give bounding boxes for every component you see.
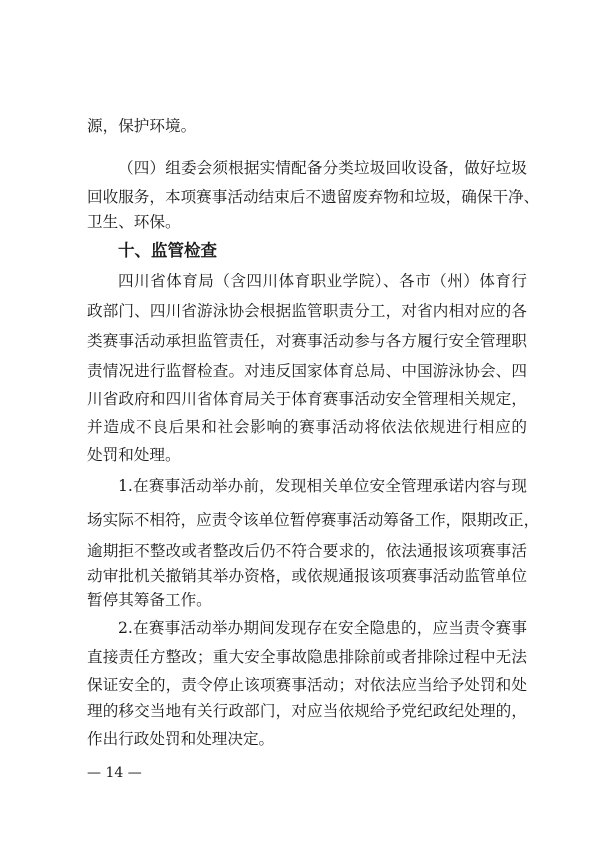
page-number: — 14 — (87, 765, 142, 781)
paragraph-line: 四川省体育局（含四川体育职业学院）、各市（州）体育行 (118, 272, 527, 290)
paragraph-line: 作出行政处罚和处理决定。 (87, 730, 275, 748)
paragraph-line: 逾期拒不整改或者整改后仍不符合要求的，依法通报该项赛事活 (87, 542, 527, 560)
paragraph-line: 卫生、环保。 (87, 213, 181, 231)
paragraph-line: 源，保护环境。 (87, 117, 197, 135)
paragraph-line: 直接责任方整改；重大安全事故隐患排除前或者排除过程中无法 (87, 648, 527, 666)
paragraph-line: 回收服务，本项赛事活动结束后不遗留废弃物和垃圾，确保干净、 (87, 188, 540, 206)
paragraph-line: 1.在赛事活动举办前，发现相关单位安全管理承诺内容与现 (118, 477, 527, 495)
paragraph-line: 政部门、四川省游泳协会根据监管职责分工，对省内相对应的各 (87, 302, 527, 320)
paragraph-line: 川省政府和四川省体育局关于体育赛事活动安全管理相关规定， (87, 390, 527, 408)
paragraph-line: 理的移交当地有关行政部门，对应当依规给予党纪政纪处理的， (87, 702, 527, 720)
paragraph-line: 类赛事活动承担监管责任，对赛事活动参与各方履行安全管理职 (87, 332, 527, 350)
paragraph-line: 场实际不相符，应责令该单位暂停赛事活动筹备工作，限期改正， (87, 511, 540, 529)
paragraph-line: 2.在赛事活动举办期间发现存在安全隐患的，应当责令赛事 (118, 619, 527, 637)
paragraph-line: 责情况进行监督检查。对违反国家体育总局、中国游泳协会、四 (87, 362, 527, 380)
paragraph-line: 并造成不良后果和社会影响的赛事活动将依法依规进行相应的 (87, 418, 527, 436)
paragraph-line: （四）组委会须根据实情配备分类垃圾回收设备，做好垃圾 (118, 159, 527, 177)
paragraph-line: 处罚和处理。 (87, 446, 181, 464)
paragraph-line: 保证安全的，责令停止该项赛事活动；对依法应当给予处罚和处 (87, 676, 527, 694)
paragraph-line: 动审批机关撤销其举办资格，或依规通报该项赛事活动监管单位 (87, 567, 527, 585)
paragraph-line: 暂停其筹备工作。 (87, 591, 212, 609)
section-heading: 十、监管检查 (118, 241, 217, 260)
